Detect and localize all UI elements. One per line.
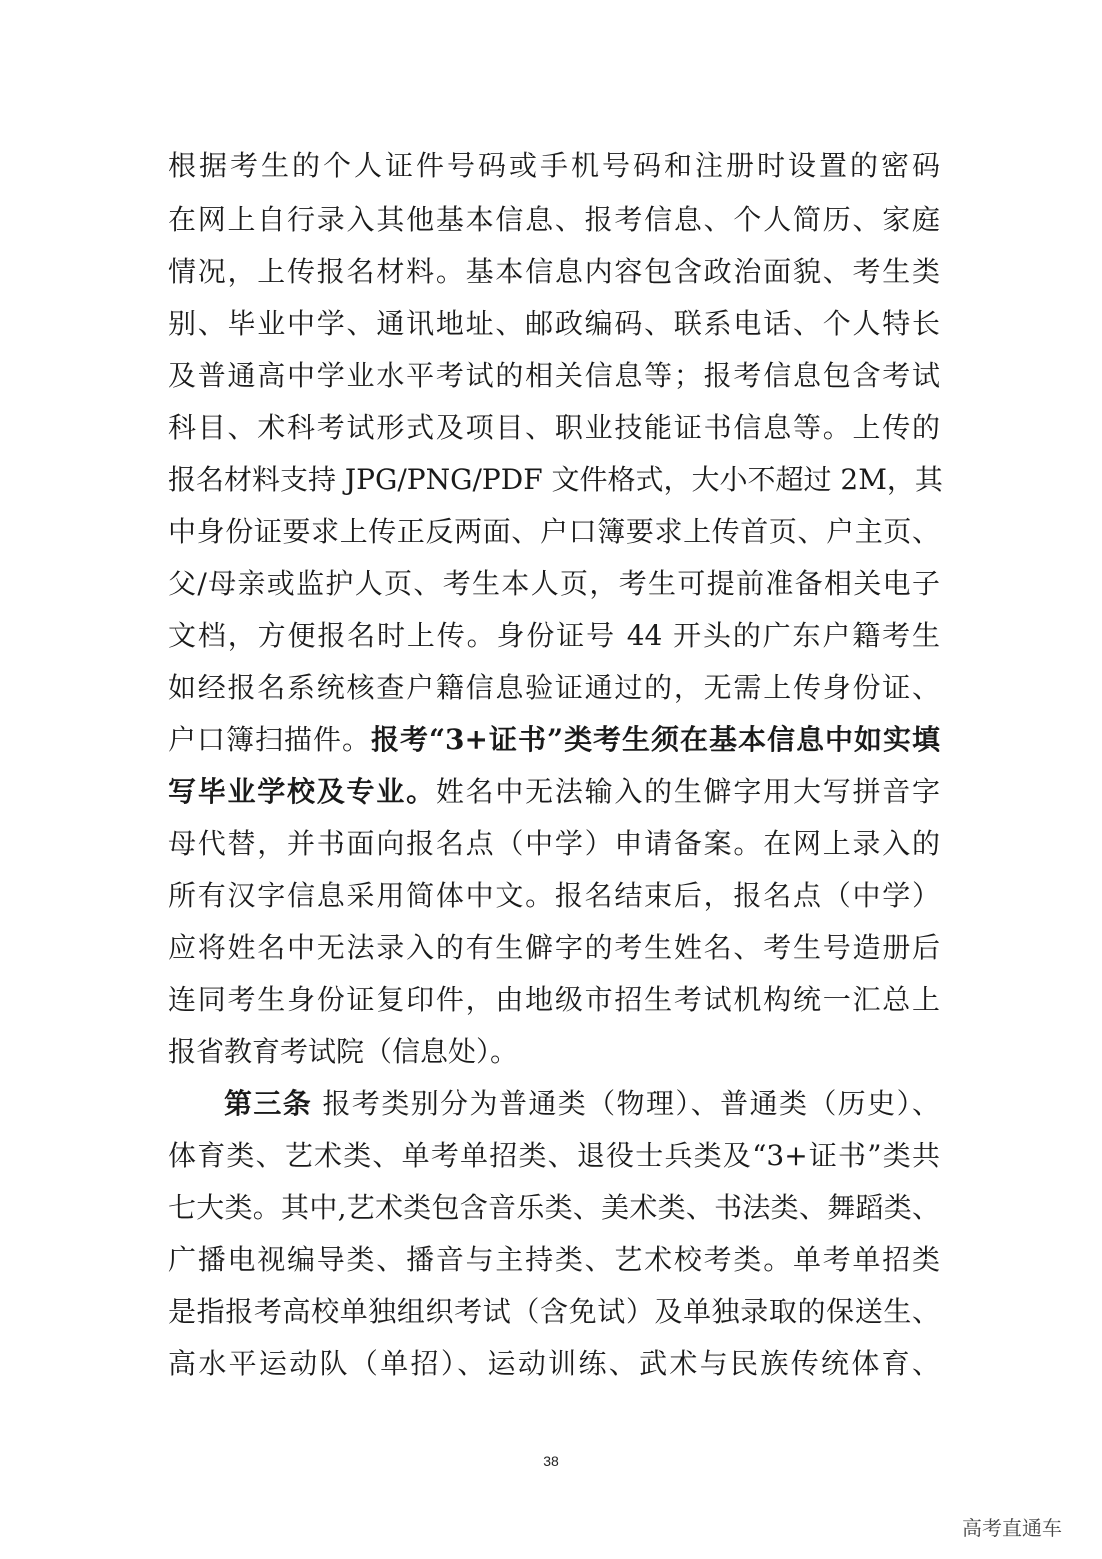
text-line: 如经报名系统核查户籍信息验证通过的，无需上传身份证、 xyxy=(168,671,940,704)
text-line: 父/母亲或监护人页、考生本人页，考生可提前准备相关电子 xyxy=(168,567,940,600)
text-line: 所有汉字信息采用简体中文。报名结束后，报名点（中学） xyxy=(168,879,940,912)
text-line: 母代替，并书面向报名点（中学）申请备案。在网上录入的 xyxy=(168,827,940,860)
text-line: 报省教育考试院（信息处）。 xyxy=(168,1035,519,1068)
watermark: 高考直通车 xyxy=(962,1516,1062,1540)
text-line: 及普通高中学业水平考试的相关信息等；报考信息包含考试 xyxy=(168,359,940,392)
plain-text: 户口簿扫描件。 xyxy=(168,723,371,756)
text-line: 文档，方便报名时上传。身份证号 44 开头的广东户籍考生 xyxy=(168,619,940,652)
plain-text: 报考类别分为普通类（物理）、普通类（历史）、 xyxy=(312,1087,940,1120)
text-line: 情况，上传报名材料。基本信息内容包含政治面貌、考生类 xyxy=(168,255,940,288)
text-line: 应将姓名中无法录入的有生僻字的考生姓名、考生号造册后 xyxy=(168,931,940,964)
text-line xyxy=(168,720,940,760)
text-line: 科目、术科考试形式及项目、职业技能证书信息等。上传的 xyxy=(168,411,940,444)
article-heading-line xyxy=(224,1084,940,1124)
bold-text: 写毕业学校及专业。 xyxy=(168,775,436,808)
bold-text: 报考“3+证书”类考生须在基本信息中如实填 xyxy=(370,723,940,756)
text-line: 在网上自行录入其他基本信息、报考信息、个人简历、家庭 xyxy=(168,203,940,236)
text-line: 七大类。其中,艺术类包含音乐类、美术类、书法类、舞蹈类、 xyxy=(168,1191,940,1224)
text-line: 别、毕业中学、通讯地址、邮政编码、联系电话、个人特长 xyxy=(168,307,940,340)
text-line: 报名材料支持 JPG/PNG/PDF 文件格式，大小不超过 2M，其 xyxy=(168,463,943,496)
article-label: 第三条 xyxy=(224,1087,313,1120)
plain-text: 姓名中无法输入的生僻字用大写拼音字 xyxy=(435,775,940,808)
text-line xyxy=(168,772,940,812)
text-line: 广播电视编导类、播音与主持类、艺术校考类。单考单招类 xyxy=(168,1243,940,1276)
text-line: 连同考生身份证复印件，由地级市招生考试机构统一汇总上 xyxy=(168,983,940,1016)
page-number: 38 xyxy=(543,1453,559,1469)
text-line: 高水平运动队（单招）、运动训练、武术与民族传统体育、 xyxy=(168,1347,940,1380)
text-line: 是指报考高校单独组织考试（含免试）及单独录取的保送生、 xyxy=(168,1295,940,1328)
text-line: 根据考生的个人证件号码或手机号码和注册时设置的密码 xyxy=(168,149,940,182)
text-line: 体育类、艺术类、单考单招类、退役士兵类及“3+证书”类共 xyxy=(168,1139,940,1172)
text-line: 中身份证要求上传正反两面、户口簿要求上传首页、户主页、 xyxy=(168,515,940,548)
